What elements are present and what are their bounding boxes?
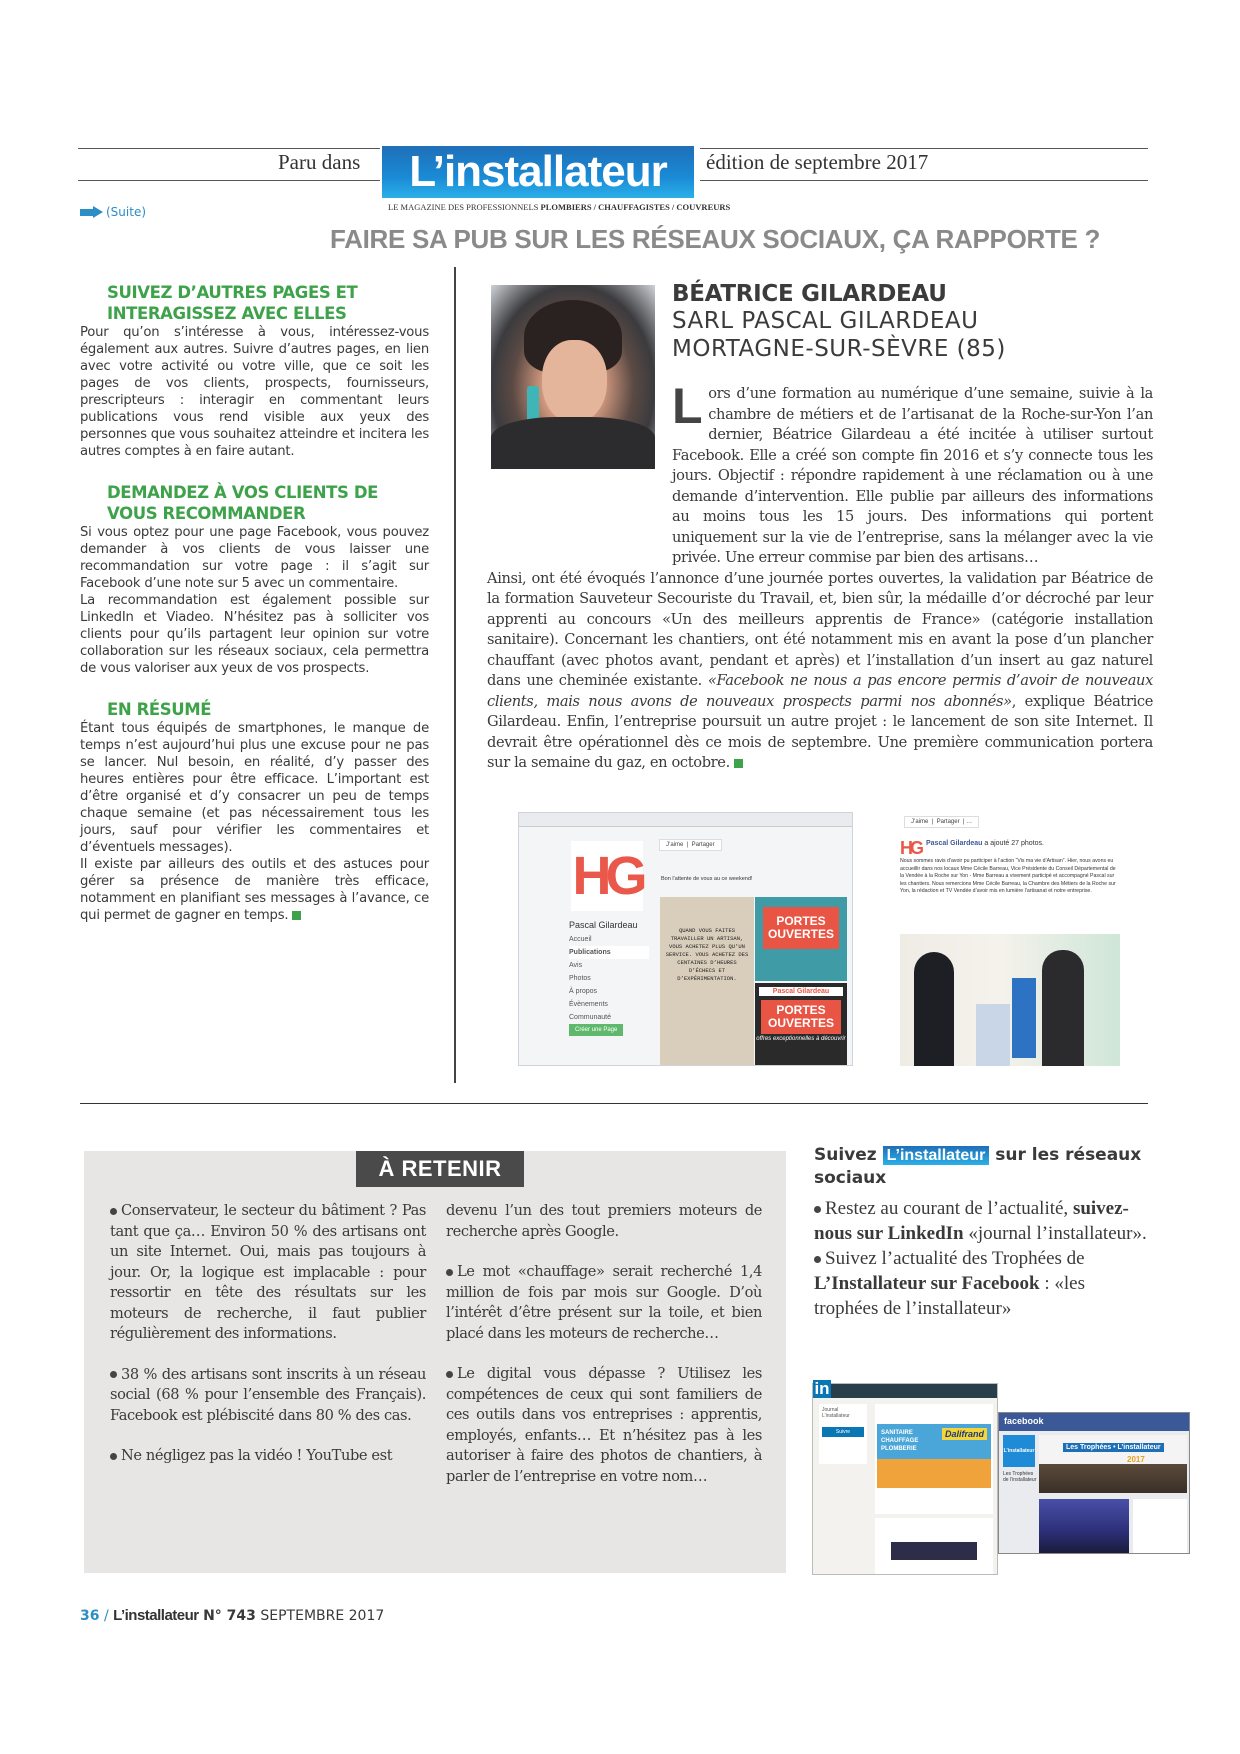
left-column (80, 282, 429, 924)
share-button[interactable]: Partager (936, 819, 960, 825)
event-photo (1039, 1499, 1129, 1553)
header-rule-top-right (700, 148, 1148, 149)
issue-number: N° 743 (203, 1608, 256, 1624)
follow-linkedin-pre: Restez au courant de l’actualité, (825, 1198, 1069, 1219)
menu-item[interactable]: Évènements (569, 1001, 608, 1008)
linkedin-banner (877, 1424, 991, 1488)
linkedin-profile-card (819, 1404, 867, 1464)
menu-item[interactable]: Photos (569, 975, 591, 982)
post-author[interactable]: Pascal Gilardeau (926, 840, 983, 847)
section-heading: EN RÉSUMÉ (107, 700, 212, 719)
footer-brand: L’installateur (113, 1607, 199, 1624)
tagline-bold: PLOMBIERS / CHAUFFAGISTES / COUVREURS (540, 202, 731, 212)
key-point (110, 1201, 426, 1345)
bullet-icon (446, 1269, 453, 1276)
key-point-text: Le digital vous dépasse ? Utilisez les compétences de ceux qui sont familiers de ces outils dans vos entreprises : apprentis, employés, enfants… Et n’hésitez pas à les autoriser à faire des photos de chantiers, à parler de l’entreprise en votre nom… (446, 1365, 762, 1485)
interview-p1-text: ors d’une formation au numérique d’une semaine, suivie à la chambre de métiers et de l’artisanat de la Roche-sur-Yon l’an dernier, Béatrice Gilardeau a été incitée à utiliser surtout Facebook. Elle a créé son compte fin 2016 et s’y connecte tous les jours. Objectif : répondre rapidement à une réclamation ou à une demande d’intervention. Elle publie par ailleurs des informations au moins tous les 15 jours. Des informations qui portent uniquement sur la vie de l’entreprise, sans la mélanger avec la vie privée. Une erreur commise par bien des artisans… (672, 385, 1153, 566)
follow-title-before: Suivez (814, 1145, 877, 1165)
page-logo: L’installateur (1003, 1435, 1035, 1467)
arrow-right-icon (80, 206, 104, 218)
linkedin-follow-button[interactable]: Suivre (822, 1427, 864, 1437)
follow-facebook-pre: Suivez l’actualité des Trophées de (825, 1248, 1085, 1269)
linkedin-post-image (891, 1542, 977, 1560)
column-divider (454, 267, 456, 1083)
author-avatar-icon: HG (900, 838, 921, 858)
menu-item[interactable]: Publications (569, 946, 649, 959)
open-house-poster-top (755, 897, 847, 981)
menu-item[interactable]: Avis (569, 962, 583, 969)
bullet-icon (110, 1453, 117, 1460)
post-actions: J’aime | Partager (659, 839, 722, 851)
banner-line: PLOMBERIE (881, 1446, 917, 1452)
section-body: La recommandation est également possible sur LinkedIn et Viadeo. N’hésitez pas à solliciter vos clients pour qu’ils partagent leur opinion sur votre collaboration sur les réseaux sociaux, cela permettra de vous valoriser aux yeux de vos prospects. (80, 593, 429, 676)
edition-label: édition de septembre 2017 (706, 150, 929, 174)
interview-body (487, 378, 1153, 774)
section-heading: SUIVEZ D’AUTRES PAGES ET INTERAGISSEZ AVEC ELLES (107, 283, 358, 323)
person-right (1042, 950, 1084, 1066)
dalifrand-logo: Dalifrand (942, 1428, 987, 1440)
footer-separator: / (103, 1608, 109, 1624)
poster-title: PORTES OUVERTES (761, 1000, 841, 1034)
pascal-gilardeau-logo: HG (571, 841, 643, 911)
magazine-logo (382, 146, 694, 198)
interview-quote: «Facebook ne nous a pas encore permis d’avoir de nouveaux clients, mais nous avons de nouveaux prospects parmi nos abonnés» (487, 672, 1153, 710)
banner-line: CHAUFFAGE (881, 1438, 919, 1444)
article-title: FAIRE SA PUB SUR LES RÉSEAUX SOCIAUX, ÇA RAPPORTE ? (330, 224, 1101, 254)
cover-photo (1039, 1435, 1187, 1493)
linkedin-link[interactable]: suivez-nous sur LinkedIn (814, 1198, 1129, 1244)
cover-title: Les Trophées • L’installateur (1063, 1443, 1164, 1452)
linkedin-company-name: Journal L’installateur (822, 1407, 850, 1419)
linkedin-screenshot (812, 1383, 998, 1575)
brochure-rack (976, 1004, 1010, 1066)
bullet-icon (446, 1371, 453, 1378)
section-body: Étant tous équipés de smartphones, le manque de temps n’est aujourd’hui plus une excuse pour ne pas se lancer. Nul besoin, en réalité, d’y passer des heures entières pour être efficace. L’important est d’être organisé et d’y consacrer un peu de temps chaque semaine (et pas nécessairement tous les jours, sauf pour vérifier les commentaires et d’éventuels messages). (80, 721, 429, 855)
follow-us-block (814, 1144, 1154, 1321)
post-text: Bon l’attente de vous au ce weekend! (661, 876, 753, 882)
page-name: Pascal Gilardeau (569, 920, 638, 930)
section-body-text: Il existe par ailleurs des outils et des astuces pour gérer sa présence de manière très efficace, notamment en planifiant ses messages à l’avance, ce qui permet de gagner en temps. (80, 857, 429, 923)
follow-facebook-post: : «les trophées de l’installateur» (814, 1273, 1085, 1319)
key-point (110, 1446, 426, 1467)
section-summary (80, 699, 429, 924)
visit-photo (900, 934, 1120, 1066)
facebook-post-screenshot (898, 812, 1123, 1066)
magazine-logo-text: L’installateur (409, 147, 667, 196)
cover-year: 2017 (1127, 1455, 1145, 1464)
facebook-wordmark: facebook (1004, 1416, 1044, 1426)
key-points-col-1 (110, 1201, 426, 1487)
open-house-title: PORTES OUVERTES (763, 907, 839, 949)
interview-p2-end: , explique Béatrice Gilardeau. Enfin, l’entreprise poursuit un autre projet : le lancement de son site Internet. Il devrait être opérationnel dès ce mois de septembre. Une première communication portera sur la semaine du gaz, en octobre. (487, 692, 1153, 771)
linkedin-icon: in (814, 1379, 830, 1398)
post-actions: J’aime | Partager | … (904, 816, 979, 828)
post-text: Nous sommes ravis d’avoir pu participer à l’action “Vis ma vie d’Artisan”. Hier, nous avons eu accueillir dans nos locaux Mme Cécile Barreau, Vice Présidente du Conseil Départemental de la Vendée à la Roche sur Yon - Mme Barreau a vivement participé et accompagné Pascal sur les chantiers. Nous remercions Mme Cécile Barreau, la Chambre des Métiers de la Roche sur Yon, la rédaction et TV Vendée d’avoir mis en lumière l’artisanat et notre entreprise. (900, 858, 1116, 894)
page-number: 36 (80, 1608, 100, 1624)
key-point-continuation: devenu l’un des tout premiers moteurs de recherche après Google. (446, 1202, 762, 1240)
section-follow-pages (80, 282, 429, 460)
linkedin-post-2 (875, 1518, 993, 1575)
facebook-page-screenshot (518, 812, 853, 1066)
follow-linkedin-post: «journal l’installateur». (968, 1223, 1147, 1244)
header-rule-top (78, 148, 380, 149)
section-body: Pour qu’on s’intéresse à vous, intéressez-vous également aux autres. Suivre d’autres pages, en lien avec votre activité ou votre ville, que ce soit les pages de vos clients, prospects, fournisseurs, prescripteurs : interagir en commentant leurs publications vous rend visible aux yeux des personnes que vous souhaitez atteindre et incitera les autres comptes à en faire autant. (80, 325, 429, 459)
end-of-article-icon (734, 759, 743, 768)
key-point-text: Ne négligez pas la vidéo ! YouTube est (121, 1447, 393, 1464)
magazine-tagline (388, 202, 730, 212)
interview-paragraph-2 (487, 569, 1153, 774)
interviewee-block (672, 281, 1152, 363)
interview-paragraph-1 (487, 378, 1153, 569)
create-page-button[interactable]: Créer une Page (569, 1024, 623, 1036)
browser-toolbar (519, 813, 852, 827)
tagline-prefix: LE MAGAZINE DES PROFESSIONNELS (388, 202, 539, 212)
facebook-link[interactable]: L’Installateur sur Facebook (814, 1273, 1040, 1294)
continued-link[interactable] (80, 205, 146, 219)
key-points-box (84, 1151, 786, 1573)
share-button[interactable]: Partager (691, 842, 715, 848)
linkedin-post (875, 1404, 993, 1514)
banner-line: SANITAIRE (881, 1430, 913, 1436)
key-points-col-2 (446, 1201, 762, 1507)
continued-label: (Suite) (106, 205, 147, 219)
bullet-icon (814, 1206, 821, 1213)
follow-facebook (814, 1246, 1154, 1321)
end-of-article-icon (292, 911, 301, 920)
follow-title-after: sur les réseaux sociaux (814, 1145, 1142, 1188)
bullet-icon (110, 1371, 117, 1378)
poster-subtitle: offres exceptionnelles à découvrir (756, 1036, 846, 1042)
page-info-panel (1133, 1499, 1187, 1553)
bullet-icon (814, 1256, 821, 1263)
mini-logo: L’installateur (883, 1146, 990, 1165)
header-rule-bottom (78, 180, 380, 181)
poster-brand: Pascal Gilardeau (759, 987, 843, 996)
key-point-text: Le mot «chauffage» serait recherché 1,4 million de fois par mois sur Google. D’où l’intérêt d’être présent sur la toile, et bien placé dans les moteurs de recherche… (446, 1263, 762, 1342)
linkedin-navbar (813, 1384, 997, 1398)
interviewee-location: MORTAGNE-SUR-SÈVRE (85) (672, 336, 1006, 362)
key-points-title: À RETENIR (356, 1151, 524, 1187)
follow-linkedin (814, 1196, 1154, 1246)
section-body: Si vous optez pour une page Facebook, vous pouvez demander à vos clients de vous laisser une recommandation sur votre page : il s’agit sur Facebook d’une note sur 5 avec un commentaire. (80, 525, 429, 591)
bullet-icon (110, 1208, 117, 1215)
menu-item[interactable]: À propos (569, 988, 598, 995)
section-rule (80, 1103, 1148, 1104)
key-point-text: Conservateur, le secteur du bâtiment ? Pas tant que ça… Environ 50 % des artisans ont un site Internet. Oui, mais pas toujours à jour. Or, la logique est implacable : pour ressortir en tête des résultats sur les moteurs de recherche, il faut publier régulièrement des informations. (110, 1202, 426, 1342)
section-body (80, 856, 429, 924)
like-button[interactable]: J’aime (666, 842, 684, 848)
artisan-quote-poster: QUAND VOUS FAITES TRAVAILLER UN ARTISAN, VOUS ACHETEZ PLUS QU’UN SERVICE. VOUS ACHETEZ DES CENTAINES D’HEURES D’ÉCHECS ET D’EXPÉRIMENTATION. (660, 897, 754, 1066)
page-footer (80, 1607, 384, 1624)
key-point-text: 38 % des artisans sont inscrits à un réseau social (68 % pour l’ensemble des Français). Facebook est plébiscité dans 80 % des cas. (110, 1365, 426, 1424)
section-recommend (80, 482, 429, 677)
open-house-poster-bottom (755, 983, 847, 1066)
interviewee-name: BÉATRICE GILARDEAU (672, 281, 947, 307)
post-header (926, 840, 1116, 848)
follow-us-title (814, 1144, 1154, 1190)
page-name: Les Trophées de l’installateur (1003, 1471, 1037, 1483)
header-rule-bottom-right (700, 180, 1148, 181)
facebook-navbar (999, 1413, 1189, 1431)
person-left (914, 952, 954, 1066)
section-heading: DEMANDEZ À VOS CLIENTS DE VOUS RECOMMANDER (107, 483, 378, 523)
interview-p2-text: Ainsi, ont été évoqués l’annonce d’une journée portes ouvertes, la validation par Béatrice de la formation Sauveteur Secouriste du Travail, et, bien sûr, la médaille d’or décroché par leur apprenti au concours «Un des meilleurs apprentis de France» (catégorie installation sanitaire). Concernant les chantiers, ont été notamment mis en avant la pose d’un plancher chauffant (avec photos avant, pendant et après) et l’installation d’un insert au gaz naturel dans une cheminée existante. (487, 569, 1153, 689)
interviewee-company: SARL PASCAL GILARDEAU (672, 308, 979, 334)
menu-item[interactable]: Accueil (569, 936, 592, 943)
key-point (446, 1364, 762, 1487)
published-in-label: Paru dans (278, 150, 361, 174)
menu-item[interactable]: Communauté (569, 1014, 612, 1021)
page-sidebar (569, 917, 649, 1036)
key-point (446, 1262, 762, 1344)
display-stand (1012, 978, 1036, 1058)
post-action: a ajouté 27 photos. (984, 840, 1044, 847)
key-point (110, 1365, 426, 1427)
like-button[interactable]: J’aime (911, 819, 929, 825)
issue-date: SEPTEMBRE 2017 (260, 1608, 385, 1624)
facebook-trophies-screenshot (998, 1412, 1190, 1554)
drop-cap: L (672, 378, 703, 434)
